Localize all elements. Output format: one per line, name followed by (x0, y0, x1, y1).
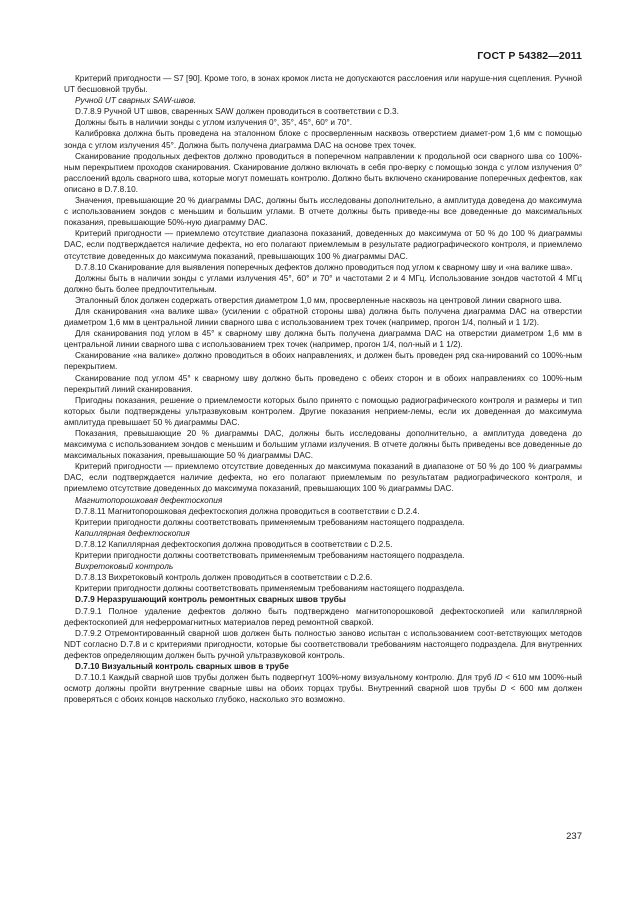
subsection-title: Ручной UT сварных SAW-швов. (75, 96, 197, 106)
subsection-title: Капиллярная дефектоскопия (75, 528, 190, 538)
paragraph: D.7.8.11 Магнитопорошковая дефектоскопия должна проводиться в соответствии с D.2.4. (75, 506, 420, 516)
paragraph: Критерии пригодности должны соответствовать применяемым требованиям настоящего подраздела. (75, 551, 465, 561)
paragraph: D.7.9.1 Полное удаление дефектов должно быть подтверждено магнитопорошковой дефектоскопией или капиллярной дефектоскопией для неферромагнитных материалов перед ремонтной сваркой. (64, 606, 582, 627)
paragraph: Критерий пригодности — приемлемо отсутствие доведенных до максимума показаний в диапазоне от 50 % до 100 % диаграммы DAC, если подтверждается наличие дефекта, но его полагают приемлемым по результатам радиографического контроля, и приемлемо отсутствие доведенных до максимума показаний, превышающих 100 % диаграммы DAC. (64, 462, 582, 494)
paragraph: Критерии пригодности должны соответствовать применяемым требованиям настоящего подраздела. (75, 584, 465, 594)
paragraph: Пригодны показания, решение о приемлемости которых было принято с помощью радиографического контроля и размеры и тип которых были подтверждены ультразвуковым контролем. Другие показания неприем-лемы, если их доведенная до максимума амплитуда превышает 50 % диаграммы DAC. (64, 395, 582, 427)
subsection-title: Вихретоковый контроль (75, 562, 174, 572)
document-body (64, 73, 582, 705)
paragraph: Показания, превышающие 20 % диаграммы DAC, должны быть исследованы дополнительно, а амплитуда доведена до максимума с использованием зондов с меньшим и большим углами излучения. В отчете должны быть приведены все доведенные до максимальных показания, превышающие 50 % диаграммы DAC. (64, 429, 582, 461)
paragraph: Для сканирования «на валике шва» (усилении с обратной стороны шва) должна быть получена диаграмма DAC на отверстии диаметром 1,6 мм в центральной линии сварного шва с использованием трех точек (например, прогон 1/4, полный и 1 1/2). (64, 306, 582, 328)
subsection-title: Магнитопорошковая дефектоскопия (75, 495, 223, 505)
paragraph: Сканирование продольных дефектов должно проводиться в поперечном направлении к продольной оси сварного шва со 100%-ным перекрытием проходов сканирования. Сканирование должно включать в себя про-верку с помощью зонда с углом излучения 0° расслоений вдоль сварного шва, которые могут помешать контролю. Должно быть включено сканирование поперечных дефектов, как описано в D.7.8.10. (64, 151, 582, 194)
page-number: 237 (566, 831, 582, 842)
paragraph: D.7.9.2 Отремонтированный сварной шов должен быть полностью заново испытан с использованием соот-ветствующих методов NDT согласно D.7.8 и с критериями пригодности, которые бы соответствовали требованиям настоящего подраздела. Для внутренних дефектов определяющим должен быть ручной ультразвуковой контроль. (64, 628, 582, 660)
paragraph: Калибровка должна быть проведена на эталонном блоке с просверленным насквозь отверстием диамет-ром 1,6 мм с помощью зонда с углом излучения 45°. Должна быть получена диаграмма DAC на основе трех точек. (64, 129, 582, 150)
paragraph: D.7.8.13 Вихретоковый контроль должен проводиться в соответствии с D.2.6. (75, 573, 373, 583)
standard-header: ГОСТ Р 54382—2011 (477, 50, 582, 62)
paragraph: Сканирование под углом 45° к сварному шву должно быть проведено с обеих сторон и в обоих направлениях со 100%-ным перекрытий линий сканирования. (64, 373, 582, 394)
section-heading: D.7.9 Неразрушающий контроль ремонтных сварных швов трубы (75, 595, 346, 605)
paragraph: D.7.8.10 Сканирование для выявления поперечных дефектов должно проводиться под углом к сварному шву и «на валике шва». (75, 262, 573, 272)
section-heading: D.7.10 Визуальный контроль сварных швов в трубе (75, 661, 289, 671)
paragraph: D.7.8.12 Капиллярная дефектоскопия должна проводиться в соответствии с D.2.5. (75, 539, 393, 549)
paragraph: D.7.10.1 Каждый сварной шов трубы должен быть подвергнут 100%-ному визуальному контролю. Для труб ID < 610 мм 100%-ный осмотр должны пройти внутренние сварные швы на обоих торцах трубы. Внутренний сварной шов трубы D < 600 мм должен проверяться с обоих концов насколько глубоко, насколько это возможно. (64, 673, 582, 705)
paragraph: Должны быть в наличии зонды с углами излучения 45°, 60° и 70° и частотами 2 и 4 МГц. Использование зондов частотой 4 МГц должно быть более предпочтительным. (64, 273, 582, 294)
paragraph: Сканирование «на валике» должно проводиться в обоих направлениях, и должен быть проведен ряд ска-нирований со 100%-ным перекрытием. (64, 351, 582, 372)
paragraph: D.7.8.9 Ручной UT швов, сваренных SAW должен проводиться в соответствии с D.3. (75, 107, 399, 117)
paragraph: Критерий пригодности — S7 [90]. Кроме того, в зонах кромок листа не допускаются расслоения или наруше-ния сцепления. Ручной UT бесшовной трубы. (64, 74, 582, 95)
paragraph: Должны быть в наличии зонды с углом излучения 0°, 35°, 45°, 60° и 70°. (75, 118, 353, 128)
paragraph: Эталонный блок должен содержать отверстия диаметром 1,0 мм, просверленные насквозь на центровой линии сварного шва. (75, 295, 562, 305)
paragraph: Критерий пригодности — приемлемо отсутствие диапазона показаний, доведенных до максимума от 50 % до 100 % диаграммы DAC, если подтверждается наличие дефекта, но его полагают приемлемым в результате радиографического контроля, и приемлемо отсутствие доведенных до максимума показаний, превышающих 100 % диаграммы DAC. (64, 229, 582, 261)
paragraph: Критерии пригодности должны соответствовать применяемым требованиям настоящего подраздела. (75, 517, 465, 527)
paragraph: Значения, превышающие 20 % диаграммы DAC, должны быть исследованы дополнительно, а амплитуда доведена до максимума с использованием зондов с меньшим и большим углами. В отчете должны быть приведе-ны все доведенные до максимальных показания, превышающие 50%-ную диаграмму DAC. (64, 196, 582, 228)
paragraph: Для сканирования под углом в 45° к сварному шву должна быть получена диаграмма DAC на отверстии диаметром 1,6 мм в центральной линии сварного шва с использованием трех точек (например, прогон 1/4, пол-ный и 1 1/2). (64, 329, 582, 350)
